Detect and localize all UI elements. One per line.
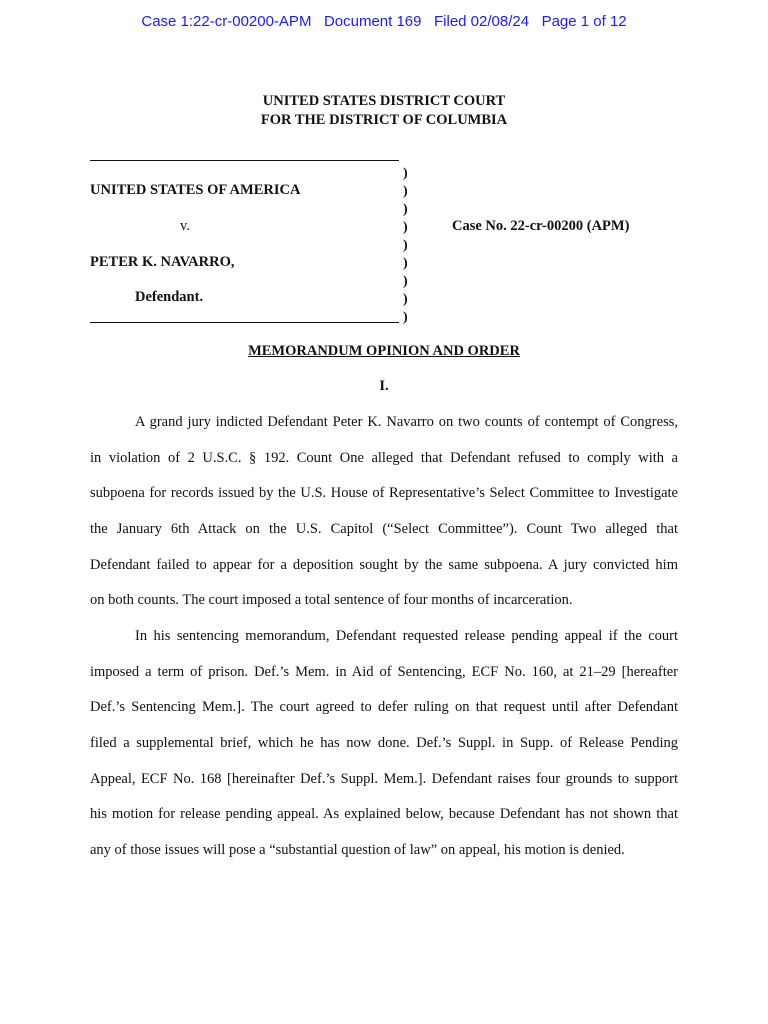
text-line: In his sentencing memorandum, Defendant requested release pending appeal if the court bbox=[135, 628, 678, 644]
caption-paren: ) bbox=[403, 166, 408, 181]
court-title-line-2: FOR THE DISTRICT OF COLUMBIA bbox=[260, 112, 508, 128]
text-line: on both counts. The court imposed a total sentence of four months of incarceration. bbox=[90, 592, 573, 608]
caption-plaintiff: UNITED STATES OF AMERICA bbox=[90, 182, 301, 198]
text-line: imposed a term of prison. Def.’s Mem. in Aid of Sentencing, ECF No. 160, at 21–29 [hereafter bbox=[90, 664, 678, 680]
text-line: his motion for release pending appeal. As explained below, because Defendant has not shown that bbox=[90, 806, 678, 822]
caption-versus: v. bbox=[180, 218, 190, 234]
caption-paren: ) bbox=[403, 310, 408, 325]
caption-defendant-name: PETER K. NAVARRO, bbox=[90, 254, 235, 270]
caption-paren: ) bbox=[403, 238, 408, 253]
section-number: I. bbox=[379, 378, 389, 394]
caption-paren: ) bbox=[403, 220, 408, 235]
court-title-line-1: UNITED STATES DISTRICT COURT bbox=[262, 93, 506, 109]
memo-title: MEMORANDUM OPINION AND ORDER bbox=[248, 343, 520, 359]
caption-paren: ) bbox=[403, 184, 408, 199]
case-number: Case No. 22-cr-00200 (APM) bbox=[452, 218, 630, 234]
text-line: filed a supplemental brief, which he has now done. Def.’s Suppl. in Supp. of Release Pending bbox=[90, 735, 678, 751]
text-line: any of those issues will pose a “substantial question of law” on appeal, his motion is denied. bbox=[90, 842, 625, 858]
caption-defendant-role: Defendant. bbox=[135, 289, 204, 305]
text-line: Def.’s Sentencing Mem.]. The court agreed to defer ruling on that request until after Defendant bbox=[90, 699, 678, 715]
caption-top-rule bbox=[90, 160, 399, 161]
court-title bbox=[0, 92, 768, 130]
caption-paren: ) bbox=[403, 202, 408, 217]
text-line: A grand jury indicted Defendant Peter K. Navarro on two counts of contempt of Congress, bbox=[135, 414, 678, 430]
text-line: in violation of 2 U.S.C. § 192. Count One alleged that Defendant refused to comply with a bbox=[90, 450, 678, 466]
text-line: Defendant failed to appear for a deposition sought by the same subpoena. A jury convicted him bbox=[90, 557, 678, 573]
text-line: subpoena for records issued by the U.S. House of Representative’s Select Committee to Investigate bbox=[90, 485, 678, 501]
text-line: the January 6th Attack on the U.S. Capitol (“Select Committee”). Count Two alleged that bbox=[90, 521, 678, 537]
caption-paren: ) bbox=[403, 256, 408, 271]
filing-header: Case 1:22-cr-00200-APM Document 169 Filed 02/08/24 Page 1 of 12 bbox=[141, 13, 627, 30]
caption-paren: ) bbox=[403, 292, 408, 307]
caption-bottom-rule bbox=[90, 322, 399, 323]
text-line: Appeal, ECF No. 168 [hereinafter Def.’s Suppl. Mem.]. Defendant raises four grounds to support bbox=[90, 771, 678, 787]
caption-paren: ) bbox=[403, 274, 408, 289]
